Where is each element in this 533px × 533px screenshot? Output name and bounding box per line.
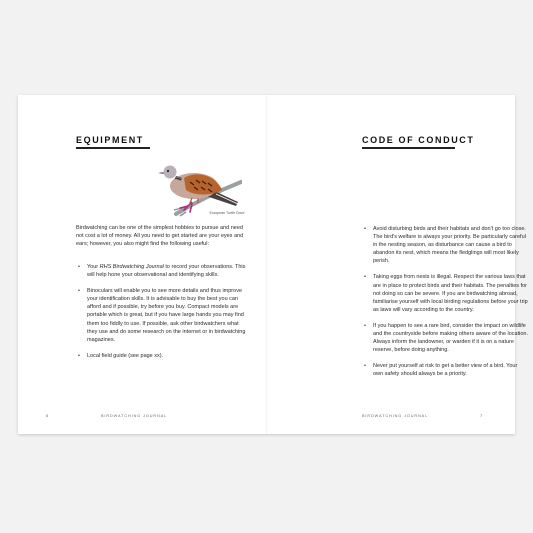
list-item: • Your RHS Birdwatching Journal to record your observations. This will help hone your observational and identifying skills.	[78, 264, 246, 279]
intro-paragraph: Birdwatching can be one of the simplest hobbies to pursue and need not cost a lot of money. All you need to get started are your eyes and ears; however, you also might find the following useful:	[76, 225, 244, 248]
heading-underline	[362, 147, 455, 149]
bullet-glyph: •	[78, 288, 80, 295]
illustration-caption: European Turtle Dove	[209, 211, 245, 215]
list-item: • Never put yourself at risk to get a better view of a bird. Your own safety should always be a priority.	[364, 363, 518, 378]
code-of-conduct-list	[362, 225, 528, 387]
list-item: • Taking eggs from nests is illegal. Respect the various laws that are in place to protect birds and their habitats. The penalties for not doing so can be severe. If you are birdwatching abroad, familiarise yourself with local birding regulations before your trip as laws will vary according to the country.	[364, 274, 528, 313]
book-spread	[18, 95, 529, 434]
list-item: • Avoid disturbing birds and their habitats and don't go too close. The bird's welfare is always your priority. Be particularly careful in the nesting season, as disturbance can cause a bird to abandon its nest, which means the fledglings will most likely perish.	[364, 226, 526, 265]
bullet-glyph: •	[78, 352, 80, 359]
bullet-glyph: •	[364, 226, 366, 232]
page-number-left: 6	[46, 413, 49, 418]
bullet-glyph: •	[364, 322, 366, 329]
left-page	[18, 95, 267, 434]
page-number-right: 7	[480, 413, 483, 418]
running-footer-left: BIRDWATCHING JOURNAL	[101, 414, 168, 418]
turtle-dove-illustration	[146, 152, 242, 218]
heading-underline	[76, 147, 150, 149]
list-item: • If you happen to see a rare bird, consider the impact on wildlife and the countryside before making others aware of the location. Always inform the landowner, or warden if it is on a nature reserve, before doing anything.	[364, 322, 529, 354]
page-heading-equipment: EQUIPMENT	[76, 135, 144, 145]
equipment-list	[76, 263, 248, 368]
right-page	[267, 95, 529, 434]
list-item: • Binoculars will enable you to see more details and thus improve your identification skills. It is advisable to buy the best you can afford and if possible, try before you buy. Compact models are portable which is great, but if you have large hands you may find them too fiddly to use. If possible, ask other birdwatchers what they use and do some research on the internet or in birdwatching magazines.	[78, 288, 246, 343]
bullet-glyph: •	[78, 264, 80, 270]
page-heading-code-of-conduct: CODE OF CONDUCT	[362, 135, 475, 145]
list-item: • Local field guide (see page xx).	[78, 352, 164, 359]
bullet-glyph: •	[364, 274, 366, 281]
running-footer-right: BIRDWATCHING JOURNAL	[362, 414, 429, 418]
bullet-glyph: •	[364, 363, 366, 370]
